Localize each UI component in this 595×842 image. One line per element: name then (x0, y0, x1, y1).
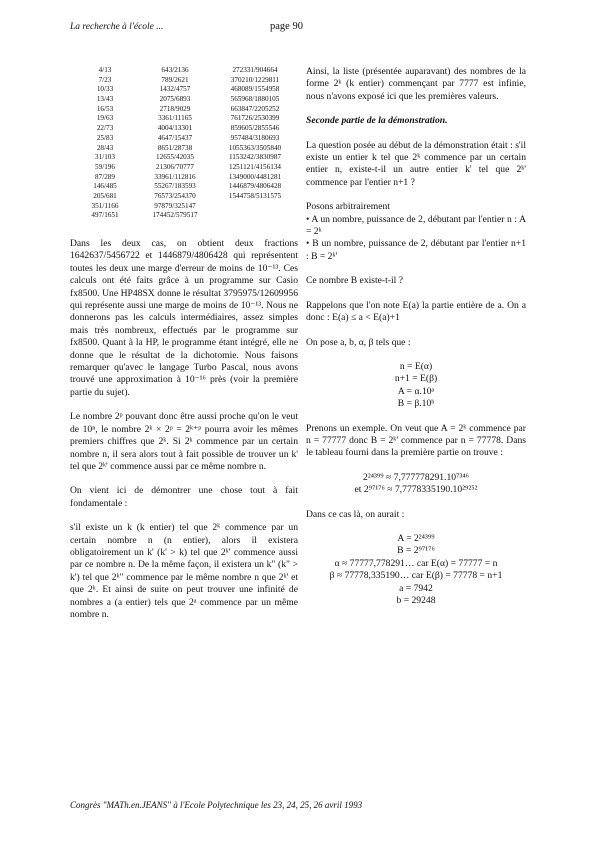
question-b-exists: Ce nombre B existe-t-il ? (306, 275, 403, 287)
table-cell: 13/43 (96, 95, 114, 104)
paragraph-question: La question posée au début de la démonstration était : s'il existe un entier k tel que 2ᵏ commence par un certain entier n, existe-t-il un autre entier k' tel que 2ᵏ' commence par l'entier n+1 ? (306, 139, 526, 188)
paragraph-infinity: s'il existe un k (k entier) tel que 2ᵏ commence par un certain nombre n (n entier), alors il existera obligatoirement un k' (k' > k) tel que 2ᵏ' commence aussi par ce nombre n. De la même façon, il existera un k" (k" > k') tel que 2ᵏ" commence par le même nombre n que 2ᵏ' et que 2ᵏ. Et ainsi de suite on peut trouver une infinité de nombres a (a entier) tels que 2ᵃ commence par un même nombre n. (70, 522, 298, 620)
table-row (70, 182, 300, 192)
table-cell: 1055363/3505840 (228, 143, 282, 152)
table-cell: 1349000/4481281 (228, 172, 282, 181)
table-row (70, 211, 300, 221)
table-cell: 1153242/3830987 (228, 153, 282, 162)
paragraph-list-infinite: Ainsi, la liste (présentée auparavant) des nombres de la forme 2ᵏ (k entier) commençant par 7777 est infinie, nous n'avons exposé ici que les premières valeurs. (306, 66, 526, 102)
paragraph-pose: On pose a, b, α, β tels que : (306, 336, 411, 348)
paragraph-example: Prenons un exemple. On veut que A = 2ᵏ commence par n = 77777 donc B = 2ᵏ' commence par n = 77778. Dans le tableau fourni dans la première partie on trouve : (306, 422, 526, 459)
table-cell: 643/2136 (161, 66, 189, 74)
table-cell: 3361/11165 (158, 114, 192, 123)
table-cell: 16/53 (96, 104, 114, 113)
equation-3: A = α.10ᵃ (397, 385, 435, 397)
result-5: a = 7942 (399, 582, 433, 594)
table-cell: 761726/2530399 (230, 114, 280, 123)
paragraph-fundamental: On vient ici de démontrer une chose tout à fait fondamentale : (70, 485, 298, 509)
section-heading: Seconde partie de la démonstration. (306, 115, 448, 127)
table-cell: 55267/183593 (154, 182, 196, 191)
table-cell: 789/2621 (161, 75, 189, 84)
table-cell: 4004/13301 (157, 124, 193, 133)
table-cell: 174452/579517 (152, 211, 198, 220)
table-cell: 1446879/4806428 (228, 182, 282, 191)
table-cell: 25/83 (96, 133, 114, 142)
value-line-1: 2²⁴³⁹⁹ ≈ 7,777778291.10⁷³⁴⁶ (363, 471, 469, 483)
equation-4: B = β.10ᵇ (397, 398, 435, 410)
table-cell: 87/289 (95, 172, 115, 181)
table-cell: 1251121/4156134 (228, 162, 282, 171)
table-cell: 2075/6893 (159, 95, 191, 104)
table-cell: 497/1651 (91, 211, 119, 220)
table-cell: 205/681 (93, 191, 117, 200)
table-cell: 59/196 (95, 162, 115, 171)
table-cell: 351/1166 (91, 201, 119, 210)
running-header: La recherche à l'école ... (70, 22, 164, 32)
table-cell: 8651/28738 (157, 143, 193, 152)
table-cell: 370210/1229811 (230, 75, 280, 84)
result-4: β ≈ 77778,335190… car E(β) = 77778 = n+1 (329, 570, 503, 582)
table-cell: 468089/1554958 (230, 85, 280, 94)
table-row (70, 105, 300, 115)
table-cell: 146/485 (93, 182, 117, 191)
table-cell: 2718/9029 (159, 104, 191, 113)
table-cell: 12655/42035 (156, 153, 194, 162)
page-number: page 90 (270, 21, 303, 32)
table-cell (210, 202, 300, 212)
table-row (70, 124, 300, 134)
equation-1: n = E(α) (399, 360, 433, 372)
table-row (70, 134, 300, 144)
table-row (70, 95, 300, 105)
left-column (70, 238, 298, 633)
paragraph-case: Dans ce cas là, on aurait : (306, 508, 405, 520)
table-cell: 76573/254370 (154, 191, 196, 200)
definition-a: • A un nombre, puissance de 2, débutant par l'entier n : A = 2ᵏ (306, 213, 526, 238)
table-row (70, 76, 300, 86)
page-footer: Congrès "MATh.en.JEANS" à l'Ecole Polytechnique les 23, 24, 25, 26 avril 1993 (70, 800, 363, 810)
table-row (70, 192, 300, 202)
table-row (70, 202, 300, 212)
table-cell: 663847/2205252 (230, 104, 280, 113)
result-3: α ≈ 77777,778291… car E(α) = 77777 = n (334, 557, 498, 569)
table-row (70, 173, 300, 183)
table-row (70, 114, 300, 124)
table-cell: 957484/3180693 (230, 133, 280, 142)
table-cell: 7/23 (98, 75, 112, 84)
table-cell: 272331/904664 (232, 66, 278, 74)
table-cell (210, 211, 300, 221)
value-line-2: et 2⁹⁷¹⁷⁶ ≈ 7,7778335190.10²⁹²⁵² (354, 484, 478, 496)
table-cell: 21306/70777 (156, 162, 194, 171)
table-cell: 97879/325147 (154, 201, 196, 210)
posons-label: Posons arbitrairement (306, 201, 390, 213)
table-row (70, 144, 300, 154)
equation-2: n+1 = E(β) (394, 373, 438, 385)
result-6: b = 29248 (396, 595, 436, 606)
right-column (306, 66, 526, 607)
paragraph-fractions: Dans les deux cas, on obtient deux fractions 1642637/5456722 et 1446879/4806428 qui représentent toutes les deux une marge d'erreur de moins de 10⁻¹³. Ces calculs ont été faits grâce à un programme sur Casio fx8500. Une HP48SX donne le résultat 3795975/12609956 qui représente aussi une marge de moins de 10⁻¹³. Nous ne donnerons pas les calculs intermédiaires, assez simples mais très nombreux, effectués par le programme sur fx8500. Quant à la HP, le programme étant intégré, elle ne donne que le résultat de la dichotomie. Nous faisons remarquer qu'avec le langage Turbo Pascal, nous avons trouvé une approximation à 10⁻¹⁶ près (voir la première partie du sujet). (70, 238, 298, 398)
table-cell: 22/73 (96, 124, 114, 133)
definition-b: • B un nombre, puissance de 2, débutant par l'entier n+1 : B = 2ᵏ' (306, 238, 526, 262)
table-cell: 4/13 (98, 66, 112, 74)
table-cell: 19/63 (96, 114, 114, 123)
table-cell: 1544758/5131575 (228, 191, 282, 200)
table-cell: 565968/1880105 (230, 95, 280, 104)
table-cell: 4647/15437 (157, 133, 193, 142)
table-cell: 33961/112816 (154, 172, 196, 181)
fractions-table (70, 66, 300, 221)
table-row (70, 153, 300, 163)
table-cell: 10/33 (96, 85, 114, 94)
paragraph-power-proximity: Le nombre 2ᵖ pouvant donc être aussi proche qu'on le veut de 10ⁿ, le nombre 2ᵏ × 2ᵖ = 2ᵏ⁺ᵖ pourra avoir les mêmes premiers chiffres que 2ᵏ. Si 2ᵏ commence par un certain nombre n, il sera alors tout à fait possible de trouver un k' tel que 2ᵏ' commence aussi par ce même nombre n. (70, 411, 298, 472)
table-cell: 1432/4757 (159, 85, 191, 94)
result-1: A = 2²⁴³⁹⁹ (397, 532, 435, 544)
table-cell: 31/103 (95, 153, 115, 162)
result-2: B = 2⁹⁷¹⁷⁶ (397, 545, 435, 557)
table-cell: 28/43 (96, 143, 114, 152)
table-row (70, 66, 300, 76)
table-row (70, 163, 300, 173)
paragraph-integer-part: Rappelons que l'on note E(a) la partie entière de a. On a donc : E(a) ≤ a < E(a)+1 (306, 299, 526, 324)
table-row (70, 85, 300, 95)
table-cell: 859605/2855546 (230, 124, 280, 133)
